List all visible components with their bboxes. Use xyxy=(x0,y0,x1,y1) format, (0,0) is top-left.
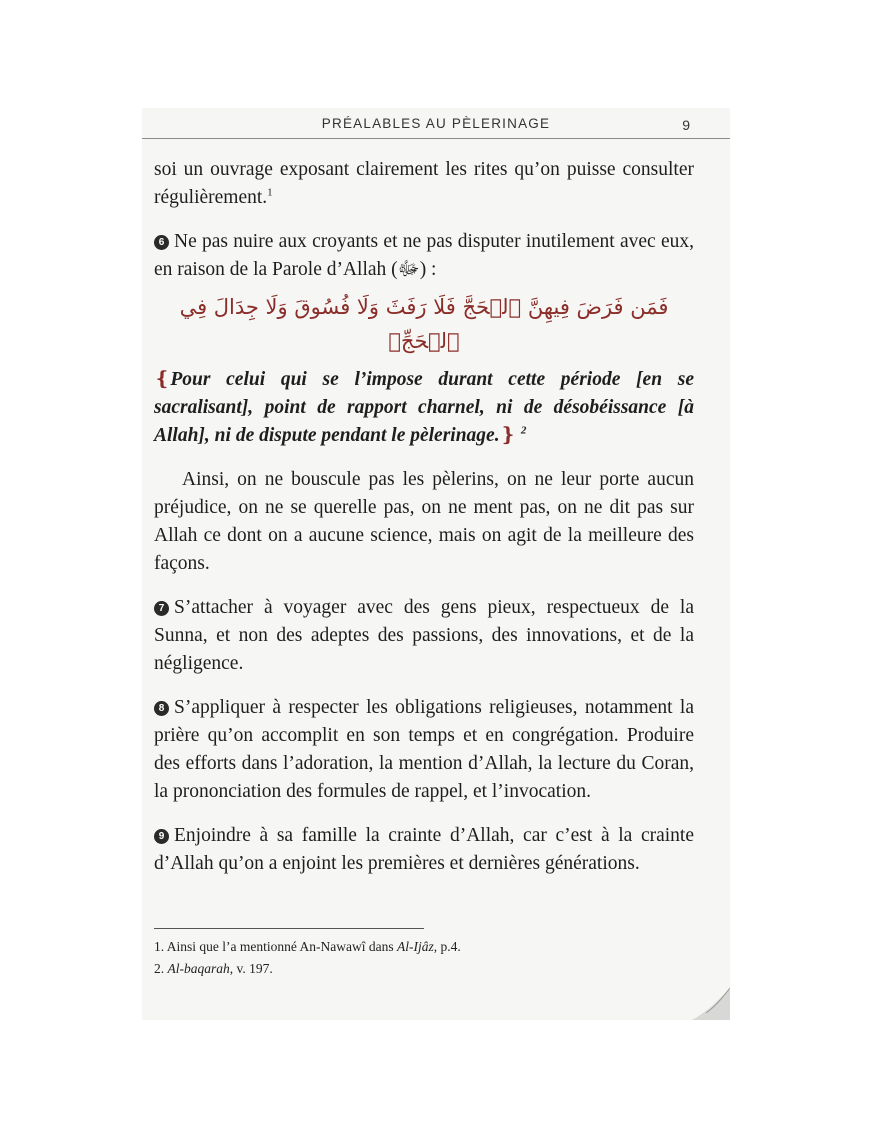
footnote-title: Al-baqarah xyxy=(167,961,230,976)
item-7 xyxy=(154,594,694,678)
item-9 xyxy=(154,822,694,878)
paragraph-continuation-text: soi un ouvrage exposant clairement les rites qu’on puisse consulter régulièrement. xyxy=(154,159,694,208)
footnote-ref-2: 2 xyxy=(520,424,527,437)
footnote-tail: , p.4. xyxy=(433,939,461,954)
item-number-badge: 8 xyxy=(154,701,169,716)
footnote-title: Al-Ijâz xyxy=(396,939,434,954)
running-head xyxy=(142,108,730,139)
item-7-text: S’attacher à voyager avec des gens pieux, respectueux de la Sunna, et non des adeptes des passions, des innovations, et de la négligence. xyxy=(154,597,694,674)
item-8-text: S’appliquer à respecter les obligations religieuses, notamment la prière qu’on accomplit en son temps et en congrégation. Produire des efforts dans l’adoration, la mention d’Allah, la lecture du Coran, la prononciation des formules de rappel, et l’invocation. xyxy=(154,697,694,802)
quote-open-bracket: ❴ xyxy=(154,369,171,390)
item-8 xyxy=(154,694,694,806)
footnote-1 xyxy=(154,936,694,958)
item-9-text: Enjoindre à sa famille la crainte d’Allah, car c’est à la crainte d’Allah qu’on a enjoint les premières et dernières générations. xyxy=(154,825,694,874)
quote-close-bracket: ❵ xyxy=(499,425,516,446)
footnote-marker: 2. xyxy=(154,961,165,976)
footnotes xyxy=(154,936,694,980)
book-page xyxy=(142,108,730,1020)
item-number-badge: 7 xyxy=(154,601,169,616)
arabic-verse: فَمَن فَرَضَ فِيهِنَّ ٱلۡحَجَّ فَلَا رَفَثَ وَلَا فُسُوقَ وَلَا جِدَالَ فِي ٱلۡحَجِّۗ xyxy=(179,295,669,353)
page-curl-icon xyxy=(670,980,730,1020)
item-6 xyxy=(154,228,694,284)
body-text xyxy=(154,156,694,878)
verse-translation-text: Pour celui qui se l’impose durant cette période [en se sacralisant], point de rapport charnel, ni de désobéissance [à Allah], ni de dispute pendant le pèlerinage. xyxy=(154,369,694,446)
item-number-badge: 9 xyxy=(154,829,169,844)
paragraph-ainsi: Ainsi, on ne bouscule pas les pèlerins, on ne leur porte aucun préjudice, on ne se querelle pas, on ne ment pas, on ne dit pas sur Allah ce dont on a aucune science, mais on agit de la meilleure des façons. xyxy=(154,469,694,574)
footnote-divider xyxy=(154,928,424,929)
running-title: PRÉALABLES AU PÈLERINAGE xyxy=(321,116,551,131)
footnote-2 xyxy=(154,958,694,980)
footnote-tail: , v. 197. xyxy=(229,961,273,976)
verse-translation xyxy=(154,366,694,450)
footnote-marker: 1. xyxy=(154,939,165,954)
paragraph-continuation xyxy=(154,156,694,212)
footnote-ref-1: 1 xyxy=(267,186,273,199)
item-6-text: Ne pas nuire aux croyants et ne pas disputer inutilement avec eux, en raison de la Parole d’Allah (ﷻ) : xyxy=(154,231,694,280)
page-number: 9 xyxy=(682,117,690,133)
item-number-badge: 6 xyxy=(154,235,169,250)
footnote-text: Ainsi que l’a mentionné An-Nawawî dans xyxy=(166,939,397,954)
